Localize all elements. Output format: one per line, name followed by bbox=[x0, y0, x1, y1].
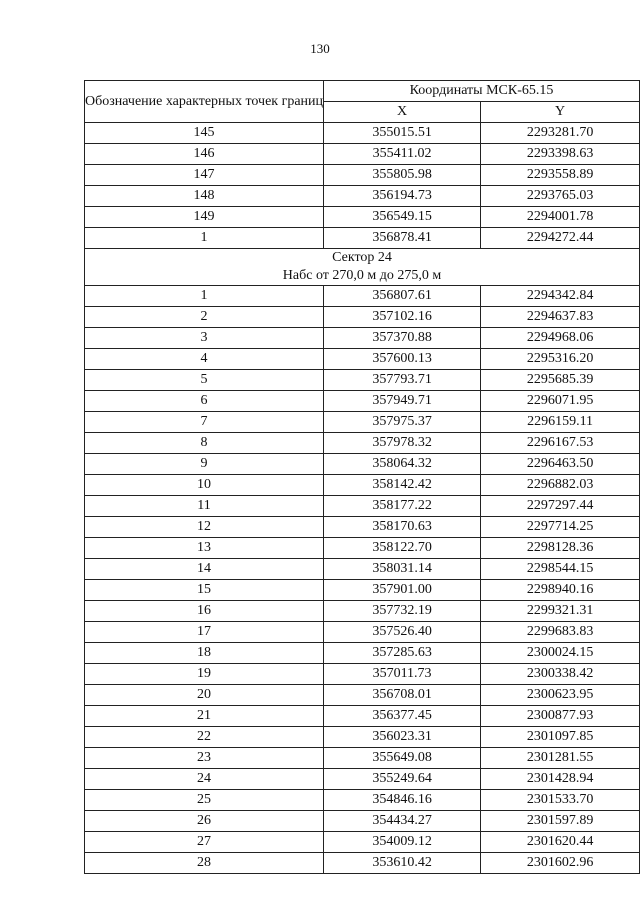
point-cell: 6 bbox=[85, 391, 324, 412]
x-coordinate-cell: 355805.98 bbox=[324, 165, 481, 186]
point-cell: 28 bbox=[85, 853, 324, 874]
point-cell: 1 bbox=[85, 228, 324, 249]
y-coordinate-cell: 2297714.25 bbox=[481, 517, 640, 538]
x-coordinate-cell: 356708.01 bbox=[324, 685, 481, 706]
point-cell: 24 bbox=[85, 769, 324, 790]
y-coordinate-cell: 2301097.85 bbox=[481, 727, 640, 748]
point-cell: 148 bbox=[85, 186, 324, 207]
point-cell: 11 bbox=[85, 496, 324, 517]
table-row bbox=[85, 328, 640, 349]
point-column-header: Обозначение характерных точек границ bbox=[85, 81, 324, 123]
y-coordinate-cell: 2293281.70 bbox=[481, 123, 640, 144]
y-coordinate-cell: 2300877.93 bbox=[481, 706, 640, 727]
point-cell: 20 bbox=[85, 685, 324, 706]
point-cell: 1 bbox=[85, 286, 324, 307]
y-coordinate-cell: 2298128.36 bbox=[481, 538, 640, 559]
table-row bbox=[85, 391, 640, 412]
point-cell: 23 bbox=[85, 748, 324, 769]
table-row bbox=[85, 123, 640, 144]
table-row bbox=[85, 454, 640, 475]
x-coordinate-cell: 357011.73 bbox=[324, 664, 481, 685]
y-coordinate-cell: 2295685.39 bbox=[481, 370, 640, 391]
x-coordinate-cell: 358064.32 bbox=[324, 454, 481, 475]
point-cell: 19 bbox=[85, 664, 324, 685]
y-coordinate-cell: 2299321.31 bbox=[481, 601, 640, 622]
table-row bbox=[85, 580, 640, 601]
x-coordinate-cell: 354434.27 bbox=[324, 811, 481, 832]
coordinates-column-header: Координаты МСК-65.15 bbox=[324, 81, 640, 102]
y-coordinate-cell: 2301281.55 bbox=[481, 748, 640, 769]
x-coordinate-cell: 357600.13 bbox=[324, 349, 481, 370]
x-coordinate-cell: 358122.70 bbox=[324, 538, 481, 559]
table-row bbox=[85, 748, 640, 769]
table-row bbox=[85, 412, 640, 433]
point-cell: 27 bbox=[85, 832, 324, 853]
y-coordinate-cell: 2301620.44 bbox=[481, 832, 640, 853]
table-row bbox=[85, 685, 640, 706]
point-cell: 147 bbox=[85, 165, 324, 186]
y-coordinate-cell: 2301597.89 bbox=[481, 811, 640, 832]
y-coordinate-cell: 2301533.70 bbox=[481, 790, 640, 811]
point-cell: 10 bbox=[85, 475, 324, 496]
y-coordinate-cell: 2296159.11 bbox=[481, 412, 640, 433]
y-coordinate-cell: 2301602.96 bbox=[481, 853, 640, 874]
table-row bbox=[85, 790, 640, 811]
rows-before-sector bbox=[85, 123, 640, 249]
x-coordinate-cell: 357901.00 bbox=[324, 580, 481, 601]
table-row bbox=[85, 832, 640, 853]
y-coordinate-cell: 2300338.42 bbox=[481, 664, 640, 685]
y-coordinate-cell: 2294637.83 bbox=[481, 307, 640, 328]
x-coordinate-cell: 355249.64 bbox=[324, 769, 481, 790]
point-cell: 25 bbox=[85, 790, 324, 811]
point-cell: 13 bbox=[85, 538, 324, 559]
table-row bbox=[85, 165, 640, 186]
x-coordinate-cell: 357285.63 bbox=[324, 643, 481, 664]
point-cell: 145 bbox=[85, 123, 324, 144]
sector-cell bbox=[85, 249, 640, 286]
x-coordinate-cell: 356194.73 bbox=[324, 186, 481, 207]
x-coordinate-cell: 354846.16 bbox=[324, 790, 481, 811]
x-coordinate-cell: 355411.02 bbox=[324, 144, 481, 165]
table-row bbox=[85, 144, 640, 165]
x-coordinate-cell: 357978.32 bbox=[324, 433, 481, 454]
table-row bbox=[85, 643, 640, 664]
x-coordinate-cell: 357102.16 bbox=[324, 307, 481, 328]
x-coordinate-cell: 355649.08 bbox=[324, 748, 481, 769]
table-row bbox=[85, 370, 640, 391]
y-coordinate-cell: 2297297.44 bbox=[481, 496, 640, 517]
table-header bbox=[85, 81, 640, 123]
sector-section bbox=[85, 249, 640, 286]
x-coordinate-cell: 355015.51 bbox=[324, 123, 481, 144]
table-row bbox=[85, 496, 640, 517]
point-cell: 149 bbox=[85, 207, 324, 228]
table-row bbox=[85, 664, 640, 685]
x-coordinate-cell: 357949.71 bbox=[324, 391, 481, 412]
table-row bbox=[85, 727, 640, 748]
point-cell: 8 bbox=[85, 433, 324, 454]
y-coordinate-cell: 2294001.78 bbox=[481, 207, 640, 228]
x-coordinate-cell: 353610.42 bbox=[324, 853, 481, 874]
table-row bbox=[85, 517, 640, 538]
y-coordinate-cell: 2293558.89 bbox=[481, 165, 640, 186]
table-row bbox=[85, 853, 640, 874]
y-coordinate-cell: 2298544.15 bbox=[481, 559, 640, 580]
y-column-header: Y bbox=[481, 102, 640, 123]
y-coordinate-cell: 2301428.94 bbox=[481, 769, 640, 790]
y-coordinate-cell: 2293398.63 bbox=[481, 144, 640, 165]
y-coordinate-cell: 2296167.53 bbox=[481, 433, 640, 454]
y-coordinate-cell: 2296882.03 bbox=[481, 475, 640, 496]
sector-title: Сектор 24 bbox=[332, 250, 392, 265]
table-row bbox=[85, 538, 640, 559]
point-cell: 14 bbox=[85, 559, 324, 580]
table-row bbox=[85, 769, 640, 790]
point-cell: 16 bbox=[85, 601, 324, 622]
table-row bbox=[85, 349, 640, 370]
point-cell: 21 bbox=[85, 706, 324, 727]
y-coordinate-cell: 2296071.95 bbox=[481, 391, 640, 412]
x-coordinate-cell: 358031.14 bbox=[324, 559, 481, 580]
point-cell: 9 bbox=[85, 454, 324, 475]
x-coordinate-cell: 356023.31 bbox=[324, 727, 481, 748]
y-coordinate-cell: 2300623.95 bbox=[481, 685, 640, 706]
point-cell: 4 bbox=[85, 349, 324, 370]
x-coordinate-cell: 356807.61 bbox=[324, 286, 481, 307]
header-row bbox=[85, 81, 640, 102]
point-cell: 3 bbox=[85, 328, 324, 349]
y-coordinate-cell: 2300024.15 bbox=[481, 643, 640, 664]
table-row bbox=[85, 559, 640, 580]
y-coordinate-cell: 2295316.20 bbox=[481, 349, 640, 370]
rows-after-sector bbox=[85, 286, 640, 874]
y-coordinate-cell: 2293765.03 bbox=[481, 186, 640, 207]
point-cell: 17 bbox=[85, 622, 324, 643]
x-coordinate-cell: 358142.42 bbox=[324, 475, 481, 496]
table-row bbox=[85, 207, 640, 228]
table-row bbox=[85, 307, 640, 328]
x-coordinate-cell: 358177.22 bbox=[324, 496, 481, 517]
table-row bbox=[85, 706, 640, 727]
table-row bbox=[85, 622, 640, 643]
point-cell: 15 bbox=[85, 580, 324, 601]
table-row bbox=[85, 601, 640, 622]
y-coordinate-cell: 2299683.83 bbox=[481, 622, 640, 643]
x-coordinate-cell: 356549.15 bbox=[324, 207, 481, 228]
point-cell: 18 bbox=[85, 643, 324, 664]
sector-row bbox=[85, 249, 640, 286]
x-coordinate-cell: 356878.41 bbox=[324, 228, 481, 249]
x-coordinate-cell: 357975.37 bbox=[324, 412, 481, 433]
point-cell: 2 bbox=[85, 307, 324, 328]
page-number: 130 bbox=[310, 41, 330, 56]
point-cell: 12 bbox=[85, 517, 324, 538]
table-row bbox=[85, 433, 640, 454]
coordinates-table bbox=[84, 80, 640, 874]
x-coordinate-cell: 357370.88 bbox=[324, 328, 481, 349]
table-row bbox=[85, 475, 640, 496]
y-coordinate-cell: 2294968.06 bbox=[481, 328, 640, 349]
x-coordinate-cell: 357793.71 bbox=[324, 370, 481, 391]
table-row bbox=[85, 228, 640, 249]
table-row bbox=[85, 186, 640, 207]
x-coordinate-cell: 356377.45 bbox=[324, 706, 481, 727]
point-cell: 5 bbox=[85, 370, 324, 391]
x-coordinate-cell: 357526.40 bbox=[324, 622, 481, 643]
y-coordinate-cell: 2294272.44 bbox=[481, 228, 640, 249]
x-coordinate-cell: 357732.19 bbox=[324, 601, 481, 622]
point-cell: 26 bbox=[85, 811, 324, 832]
x-coordinate-cell: 354009.12 bbox=[324, 832, 481, 853]
y-coordinate-cell: 2296463.50 bbox=[481, 454, 640, 475]
point-cell: 7 bbox=[85, 412, 324, 433]
sector-subtitle: Набс от 270,0 м до 275,0 м bbox=[282, 268, 442, 283]
table-row bbox=[85, 811, 640, 832]
point-cell: 22 bbox=[85, 727, 324, 748]
point-cell: 146 bbox=[85, 144, 324, 165]
y-coordinate-cell: 2294342.84 bbox=[481, 286, 640, 307]
x-column-header: X bbox=[324, 102, 481, 123]
x-coordinate-cell: 358170.63 bbox=[324, 517, 481, 538]
y-coordinate-cell: 2298940.16 bbox=[481, 580, 640, 601]
table-row bbox=[85, 286, 640, 307]
